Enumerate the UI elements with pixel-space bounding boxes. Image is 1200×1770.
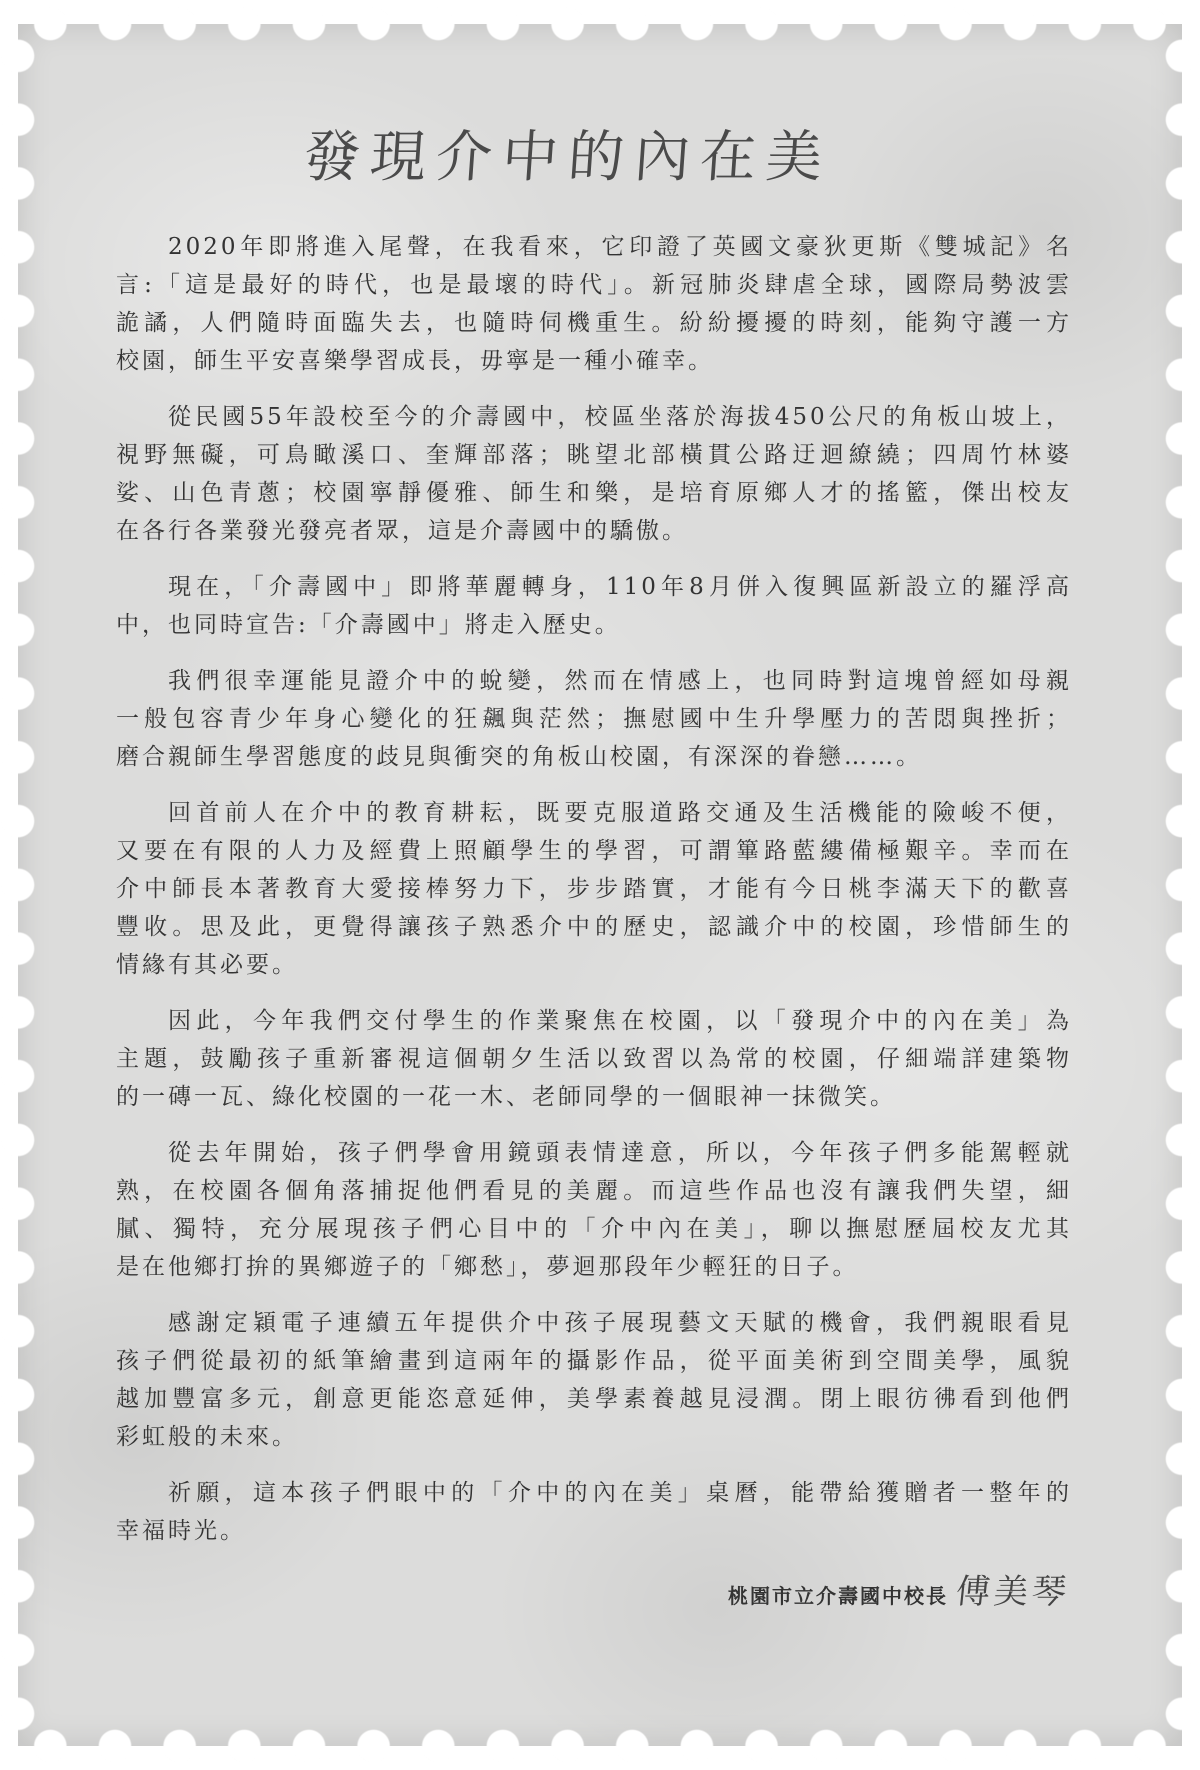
paragraph-line: 豐收。思及此，更覺得讓孩子熟悉介中的歷史，認識介中的校園，珍惜師生的	[116, 914, 1072, 940]
paragraph-line: 回首前人在介中的教育耕耘，既要克服道路交通及生活機能的險峻不便，	[168, 800, 1072, 826]
paragraph-line: 彩虹般的未來。	[116, 1424, 298, 1450]
paragraph-line: 視野無礙，可鳥瞰溪口、奎輝部落；眺望北部橫貫公路迂迴繚繞；四周竹林婆	[116, 442, 1072, 468]
paragraph-line: 是在他鄉打拚的異鄉遊子的「鄉愁」，夢迴那段年少輕狂的日子。	[116, 1254, 859, 1280]
paragraph-line: 我們很幸運能見證介中的蛻變，然而在情感上，也同時對這塊曾經如母親	[168, 668, 1072, 694]
paragraph-line: 情緣有其必要。	[116, 952, 298, 978]
document-title: 發現介中的內在美	[301, 125, 835, 190]
paragraph-8	[116, 1304, 1072, 1456]
paragraph-4	[116, 662, 1072, 776]
paragraph-line: 詭譎，人們隨時面臨失去，也隨時伺機重生。紛紛擾擾的時刻，能夠守護一方	[116, 310, 1072, 336]
paragraph-9	[116, 1474, 1072, 1550]
paragraph-line: 一般包容青少年身心變化的狂飆與茫然；撫慰國中生升學壓力的苦悶與挫折；	[116, 706, 1072, 732]
letter-body	[116, 228, 1072, 1568]
paragraph-5	[116, 794, 1072, 984]
paragraph-line: 中，也同時宣告:「介壽國中」將走入歷史。	[116, 612, 621, 638]
paragraph-7	[116, 1134, 1072, 1286]
paragraph-2	[116, 398, 1072, 550]
paragraph-6	[116, 1002, 1072, 1116]
paragraph-line: 幸福時光。	[116, 1518, 246, 1544]
paragraph-line: 的一磚一瓦、綠化校園的一花一木、老師同學的一個眼神一抹微笑。	[116, 1084, 896, 1110]
paragraph-line: 言:「這是最好的時代，也是最壞的時代」。新冠肺炎肆虐全球，國際局勢波雲	[116, 272, 1072, 298]
paragraph-line: 2020年即將進入尾聲，在我看來，它印證了英國文豪狄更斯《雙城記》名	[168, 234, 1072, 260]
paragraph-line: 現在，「介壽國中」即將華麗轉身，110年8月併入復興區新設立的羅浮高	[168, 574, 1072, 600]
paragraph-line: 因此，今年我們交付學生的作業聚焦在校園，以「發現介中的內在美」為	[168, 1008, 1072, 1034]
paragraph-line: 從去年開始，孩子們學會用鏡頭表情達意，所以，今年孩子們多能駕輕就	[168, 1140, 1072, 1166]
paragraph-line: 主題，鼓勵孩子重新審視這個朝夕生活以致習以為常的校園，仔細端詳建築物	[116, 1046, 1072, 1072]
paragraph-line: 感謝定穎電子連續五年提供介中孩子展現藝文天賦的機會，我們親眼看見	[168, 1310, 1072, 1336]
paragraph-line: 校園，師生平安喜樂學習成長，毋寧是一種小確幸。	[116, 348, 714, 374]
paragraph-line: 又要在有限的人力及經費上照顧學生的學習，可謂篳路藍縷備極艱辛。幸而在	[116, 838, 1072, 864]
perforation-top-edge	[18, 6, 1182, 42]
perforation-right-edge	[1164, 24, 1200, 1746]
paragraph-line: 娑、山色青蔥；校園寧靜優雅、師生和樂，是培育原鄉人才的搖籃，傑出校友	[116, 480, 1072, 506]
paragraph-line: 從民國55年設校至今的介壽國中，校區坐落於海拔450公尺的角板山坡上，	[168, 404, 1072, 430]
perforation-left-edge	[0, 24, 36, 1746]
signature-role: 桃園市立介壽國中校長	[728, 1584, 948, 1608]
paragraph-line: 越加豐富多元，創意更能恣意延伸，美學素養越見浸潤。閉上眼彷彿看到他們	[116, 1386, 1072, 1412]
paragraph-1	[116, 228, 1072, 380]
paragraph-line: 磨合親師生學習態度的歧見與衝突的角板山校園，有深深的眷戀……。	[116, 744, 922, 770]
paragraph-line: 膩、獨特，充分展現孩子們心目中的「介中內在美」，聊以撫慰歷屆校友尤其	[116, 1216, 1072, 1242]
handwritten-signature: 傅美琴	[953, 1572, 1073, 1612]
paragraph-line: 熟，在校園各個角落捕捉他們看見的美麗。而這些作品也沒有讓我們失望，細	[116, 1178, 1072, 1204]
perforation-bottom-edge	[18, 1728, 1182, 1764]
paragraph-line: 介中師長本著教育大愛接棒努力下，步步踏實，才能有今日桃李滿天下的歡喜	[116, 876, 1072, 902]
paragraph-line: 在各行各業發光發亮者眾，這是介壽國中的驕傲。	[116, 518, 688, 544]
paragraph-line: 祈願，這本孩子們眼中的「介中的內在美」桌曆，能帶給獲贈者一整年的	[168, 1480, 1072, 1506]
paragraph-3	[116, 568, 1072, 644]
paragraph-line: 孩子們從最初的紙筆繪畫到這兩年的攝影作品，從平面美術到空間美學，風貌	[116, 1348, 1072, 1374]
